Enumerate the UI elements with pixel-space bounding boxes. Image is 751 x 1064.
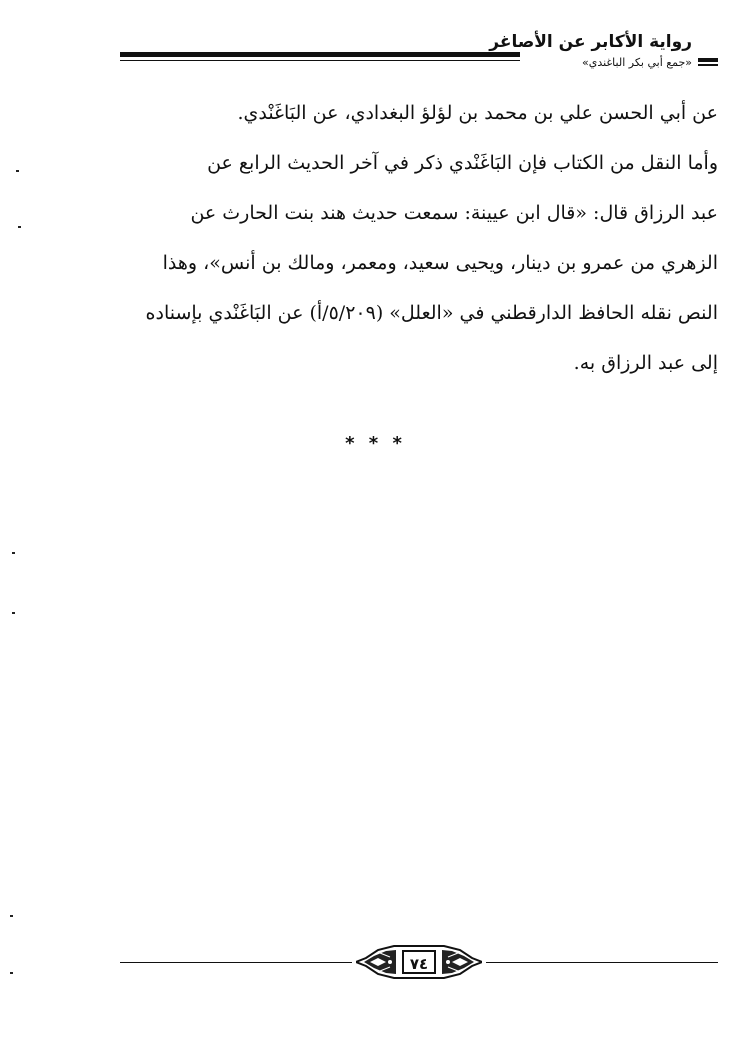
text-line-2: وأما النقل من الكتاب فإن البَاغَنْدي ذكر في آخر الحديث الرابع عن xyxy=(207,152,718,174)
header-title: رواية الأكابر عن الأصاغر xyxy=(489,32,692,52)
footer-rule-right xyxy=(486,962,718,963)
scan-speck xyxy=(16,170,19,172)
header-mark-thin xyxy=(698,64,718,66)
header-rule xyxy=(120,52,520,57)
scan-speck xyxy=(10,972,13,974)
header-subtitle: «جمع أبي بكر الباغندي» xyxy=(582,56,692,69)
section-separator: * * * xyxy=(345,433,406,454)
text-line-5: النص نقله الحافظ الدارقطني في «العلل» (٥/٢٠٩/أ) عن البَاغَنْدي بإسناده xyxy=(145,302,718,324)
text-line-6: إلى عبد الرزاق به. xyxy=(573,352,718,374)
text-line-1: عن أبي الحسن علي بن محمد بن لؤلؤ البغدادي، عن البَاغَنْدي. xyxy=(237,102,718,124)
page-footer xyxy=(120,938,718,982)
scan-speck xyxy=(12,552,15,554)
text-line-3: عبد الرزاق قال: «قال ابن عيينة: سمعت حديث هند بنت الحارث عن xyxy=(190,202,718,224)
running-header xyxy=(120,30,718,80)
scan-speck xyxy=(12,612,15,614)
page-number-ornament xyxy=(356,940,482,984)
page-number: ٧٤ xyxy=(402,950,436,974)
scan-speck xyxy=(18,226,21,228)
header-rule-thin xyxy=(120,60,520,61)
scan-speck xyxy=(10,915,13,917)
body-text xyxy=(110,88,718,388)
header-mark xyxy=(698,58,718,62)
footer-rule-left xyxy=(120,962,352,963)
text-line-4: الزهري من عمرو بن دينار، ويحيى سعيد، ومعمر، ومالك بن أنس»، وهذا xyxy=(162,252,718,274)
